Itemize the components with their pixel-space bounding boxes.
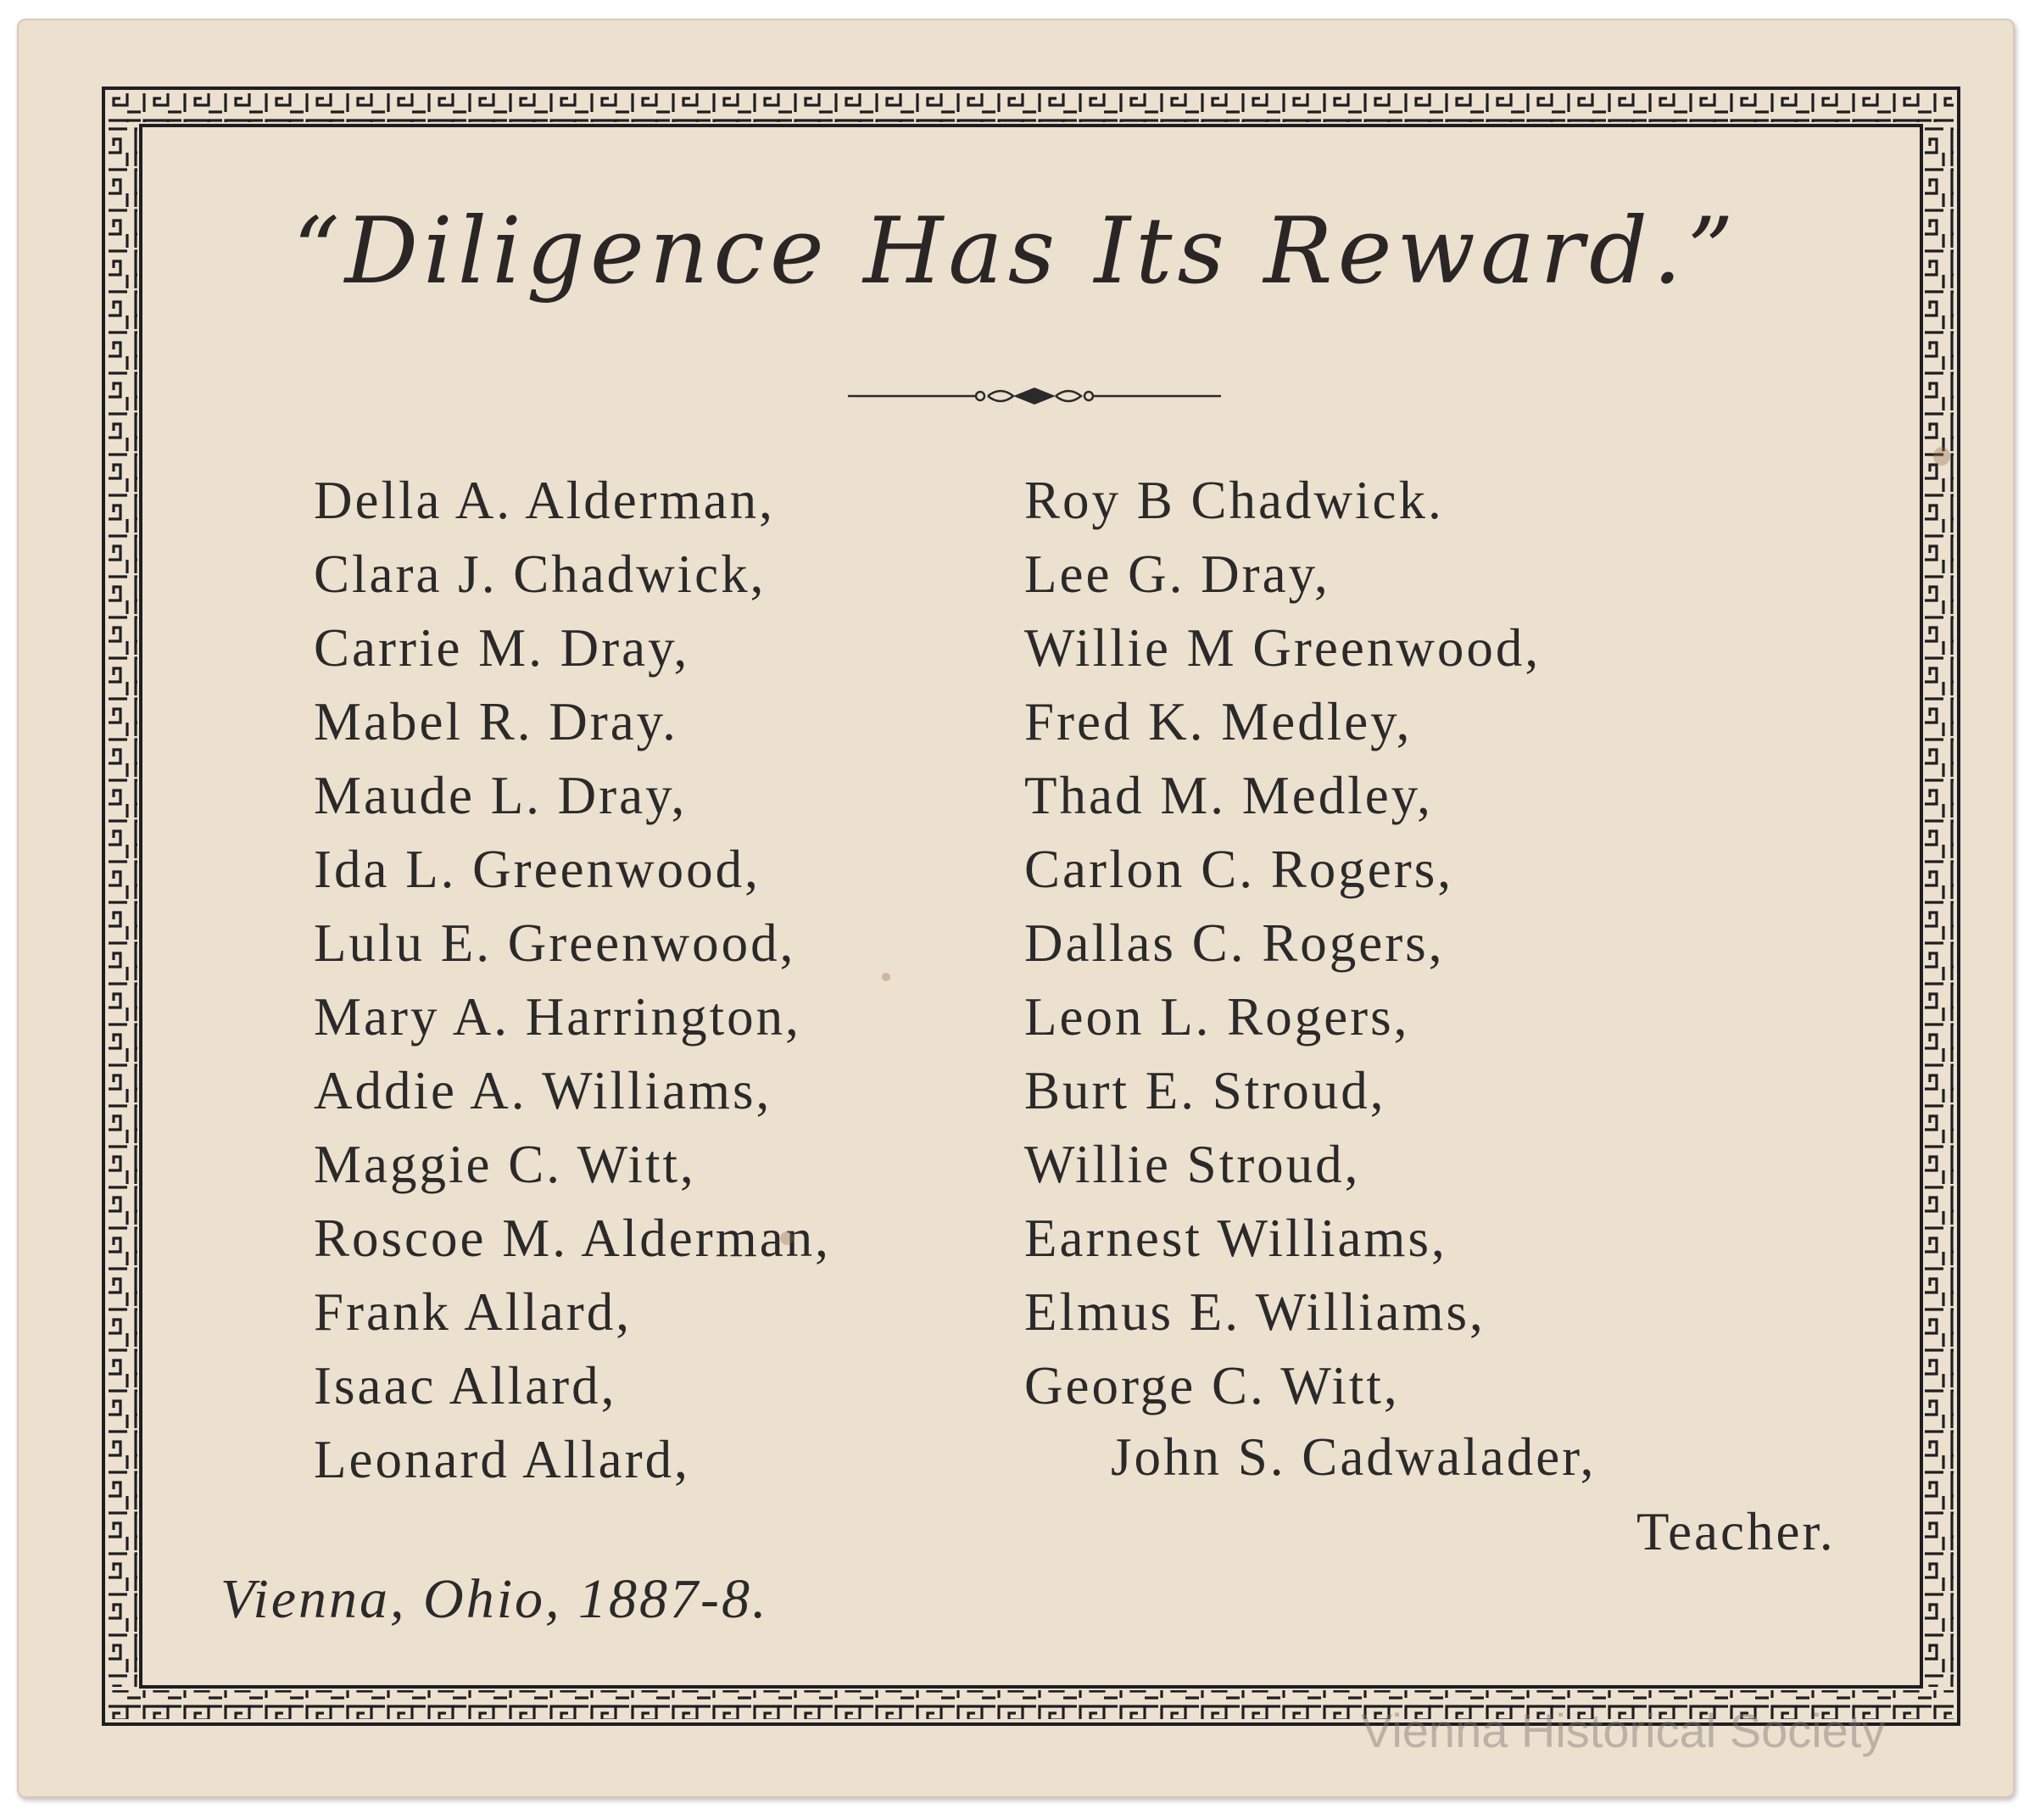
place-date: Vienna, Ohio, 1887-8. bbox=[220, 1568, 769, 1630]
student-name: Elmus E. Williams, bbox=[1024, 1282, 1486, 1342]
student-name: Burt E. Stroud, bbox=[1024, 1061, 1386, 1120]
foxing-spot bbox=[780, 1231, 794, 1245]
student-name: Carrie M. Dray, bbox=[314, 618, 690, 678]
foxing-spot bbox=[882, 973, 890, 981]
certificate-card bbox=[17, 19, 2015, 1798]
student-name: Ida L. Greenwood, bbox=[314, 840, 761, 899]
foxing-spot bbox=[1933, 447, 1950, 466]
student-name: Mabel R. Dray. bbox=[314, 692, 678, 751]
student-list-left bbox=[314, 464, 831, 1497]
student-name: Leonard Allard, bbox=[314, 1430, 690, 1489]
student-list-right bbox=[1024, 464, 1541, 1423]
student-name: George C. Witt, bbox=[1024, 1356, 1400, 1415]
student-name: Della A. Alderman, bbox=[314, 471, 775, 530]
student-name: Leon L. Rogers, bbox=[1024, 987, 1410, 1047]
teacher-role: Teacher. bbox=[1636, 1502, 1836, 1561]
student-name: Maude L. Dray, bbox=[314, 766, 688, 825]
student-name: Addie A. Williams, bbox=[314, 1061, 772, 1120]
student-name: Maggie C. Witt, bbox=[314, 1135, 696, 1194]
student-name: Roscoe M. Alderman, bbox=[314, 1209, 831, 1268]
student-name: Willie M Greenwood, bbox=[1024, 618, 1542, 678]
flourish-divider bbox=[848, 379, 1221, 413]
student-name: Frank Allard, bbox=[314, 1282, 632, 1342]
student-name: Lee G. Dray, bbox=[1024, 544, 1330, 604]
student-name: Willie Stroud, bbox=[1024, 1135, 1361, 1194]
student-name: Roy B Chadwick. bbox=[1024, 471, 1444, 530]
student-name: Mary A. Harrington, bbox=[314, 987, 801, 1047]
student-name: Fred K. Medley, bbox=[1024, 692, 1413, 751]
card-title: “Diligence Has Its Reward.” bbox=[293, 198, 1739, 304]
student-name: Isaac Allard, bbox=[314, 1356, 617, 1415]
student-name: Earnest Williams, bbox=[1024, 1209, 1447, 1268]
student-name: Lulu E. Greenwood, bbox=[314, 913, 796, 973]
watermark: Vienna Historical Society bbox=[1361, 1704, 1886, 1757]
teacher-name: John S. Cadwalader, bbox=[1111, 1427, 1597, 1487]
student-name: Thad M. Medley, bbox=[1024, 766, 1433, 825]
student-name: Clara J. Chadwick, bbox=[314, 544, 767, 604]
student-name: Dallas C. Rogers, bbox=[1024, 913, 1445, 973]
student-name: Carlon C. Rogers, bbox=[1024, 840, 1453, 899]
